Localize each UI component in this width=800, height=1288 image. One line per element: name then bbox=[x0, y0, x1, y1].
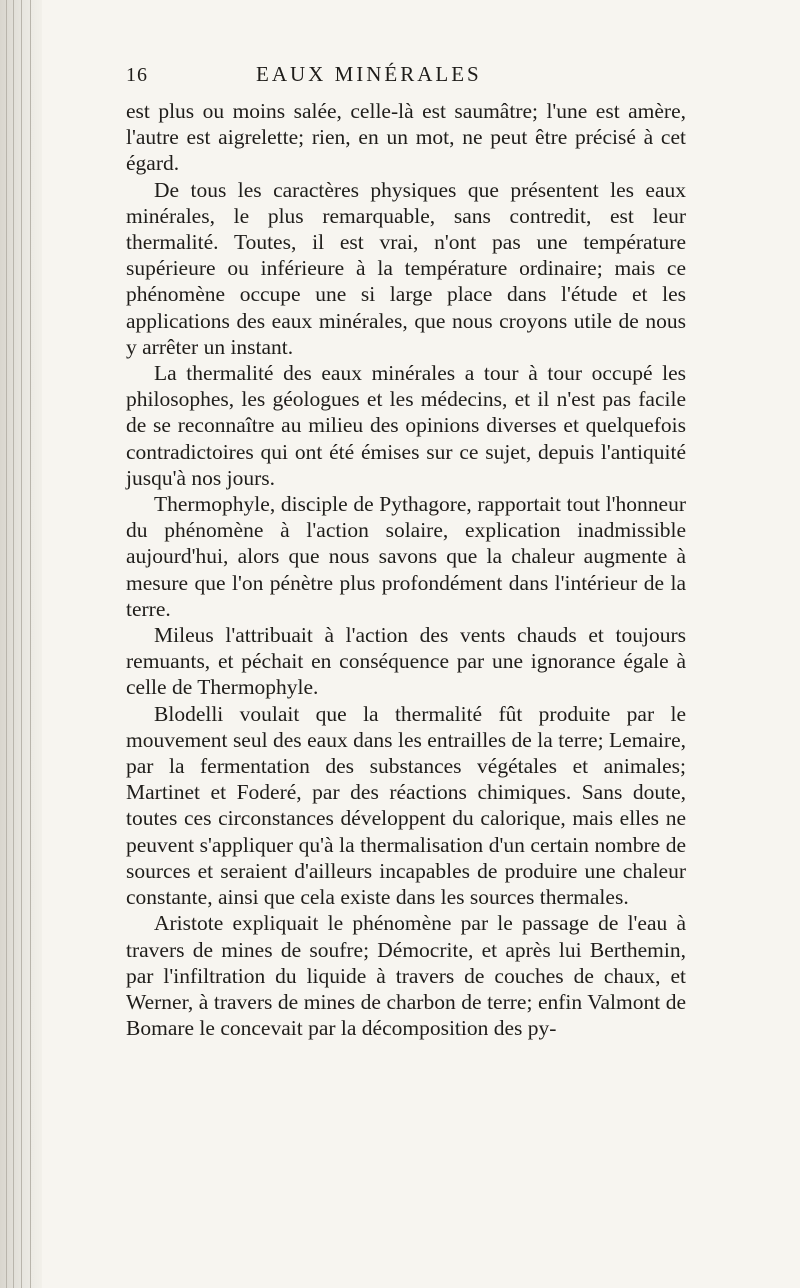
gutter-line bbox=[6, 0, 7, 1288]
paragraph: Aristote expliquait le phénomène par le passage de l'eau à travers de mines de soufre; Démocrite, et après lui Berthemin, par l'infiltration du liquide à travers de couches de chaux, et Werner, à travers de mines de charbon de terre; enfin Valmont de Bomare le concevait par la décomposition des py- bbox=[126, 911, 686, 1041]
paragraph: La thermalité des eaux minérales a tour à tour occupé les philosophes, les géologues et les médecins, et il n'est pas facile de se reconnaître au milieu des opinions diverses et quelquefois contradictoires qui ont été émises sur ce sujet, depuis l'antiquité jusqu'à nos jours. bbox=[126, 361, 686, 490]
paragraph: est plus ou moins salée, celle-là est saumâtre; l'une est amère, l'autre est aigrelette; rien, en un mot, ne peut être précisé à cet égard. bbox=[126, 99, 686, 176]
paragraph: De tous les caractères physiques que présentent les eaux minérales, le plus remarquable, sans contredit, est leur thermalité. Toutes, il est vrai, n'ont pas une température supérieure ou inférieure à la température ordinaire; mais ce phénomène occupe une si large place dans l'étude et les applications des eaux minérales, que nous croyons utile de nous y arrêter un instant. bbox=[126, 177, 686, 359]
gutter-line bbox=[21, 0, 22, 1288]
paragraph: Mileus l'attribuait à l'action des vents chauds et toujours remuants, et péchait en conséquence par une ignorance égale à celle de Thermophyle. bbox=[126, 623, 686, 700]
gutter-line bbox=[30, 0, 31, 1288]
gutter-line bbox=[13, 0, 14, 1288]
paragraph: Blodelli voulait que la thermalité fût produite par le mouvement seul des eaux dans les entrailles de la terre; Lemaire, par la fermentation des substances végétales et animales; Martinet et Foderé, par des réactions chimiques. Sans doute, toutes ces circonstances développent du calorique, mais elles ne peuvent s'appliquer qu'à la thermalisation d'un certain nombre de sources et seraient d'ailleurs incapables de produire une chaleur constante, ainsi que cela existe dans les sources thermales. bbox=[126, 701, 686, 910]
page-header bbox=[126, 62, 686, 96]
running-title: EAUX MINÉRALES bbox=[256, 62, 482, 86]
paragraph: Thermophyle, disciple de Pythagore, rapportait tout l'honneur du phénomène à l'action solaire, explication inadmissible aujourd'hui, alors que nous savons que la chaleur augmente à mesure que l'on pénètre plus profondément dans l'intérieur de la terre. bbox=[126, 492, 686, 621]
book-page bbox=[126, 62, 686, 1041]
book-gutter bbox=[0, 0, 42, 1288]
body-text bbox=[126, 98, 686, 1041]
page-number: 16 bbox=[126, 64, 148, 86]
